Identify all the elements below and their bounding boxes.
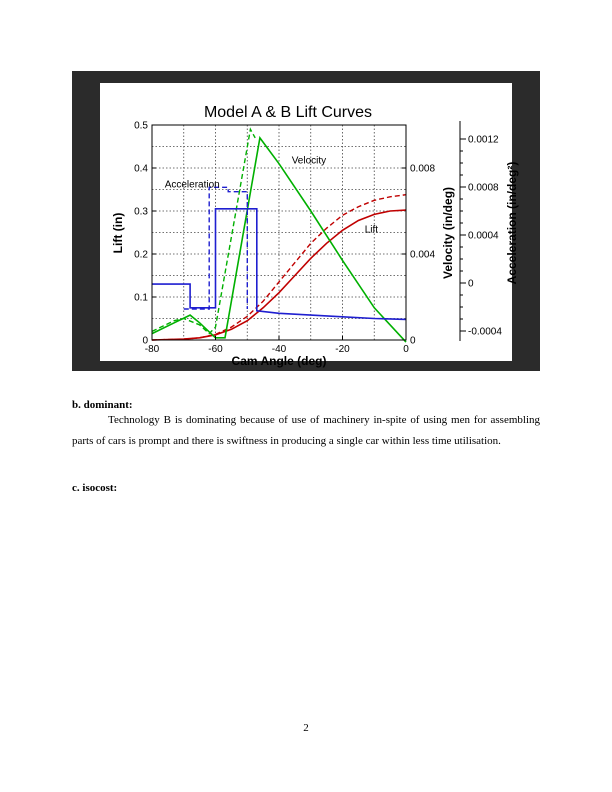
y-axis-label-left: Lift (in)	[111, 212, 125, 254]
x-axis-label: Cam Angle (deg)	[231, 354, 327, 368]
y-tick-label-velocity: 0.004	[410, 249, 436, 261]
annotation-label-0: Velocity	[291, 155, 327, 167]
y-axis-label-acceleration: Acceleration (in/deg²)	[505, 161, 519, 285]
chart-title: Model A & B Lift Curves	[203, 104, 373, 121]
annotation-label-2: Lift	[364, 224, 379, 236]
y-tick-label-acceleration: -0.0004	[468, 326, 502, 338]
y-tick-label-acceleration: 0.0004	[468, 230, 499, 242]
section-b-heading: b. dominant:	[72, 399, 133, 411]
page-number: 2	[303, 722, 309, 734]
y-tick-label-left: 0.1	[134, 292, 148, 304]
section-c-heading: c. isocost:	[72, 482, 118, 494]
y-tick-label-left: 0	[142, 335, 148, 347]
x-tick-label: -60	[208, 344, 223, 355]
figure-frame	[72, 71, 540, 371]
y-axis-label-velocity: Velocity (in/deg)	[441, 186, 455, 280]
y-tick-label-left: 0.2	[134, 249, 148, 261]
y-tick-label-left: 0.4	[134, 163, 148, 175]
x-tick-label: -40	[271, 344, 287, 355]
y-tick-label-velocity: 0.008	[410, 163, 436, 175]
section-b-paragraph: Technology B is dominating because of use of machinery in-spite of using men for assembling parts of cars is prompt and there is swiftness in producing a single car within less time utilisation.	[72, 414, 540, 447]
y-tick-label-left: 0.3	[134, 206, 148, 218]
x-tick-label: -20	[335, 344, 350, 355]
y-tick-label-acceleration: 0	[468, 278, 474, 290]
x-tick-label: 0	[403, 344, 409, 355]
x-tick-label: -80	[144, 344, 160, 355]
chart-image	[100, 83, 519, 368]
y-tick-label-acceleration: 0.0008	[468, 182, 499, 194]
series-line-3	[152, 129, 255, 333]
annotation-label-1: Acceleration	[164, 179, 220, 191]
y-tick-label-velocity: 0	[410, 335, 416, 347]
y-tick-label-left: 0.5	[134, 120, 148, 132]
y-tick-label-acceleration: 0.0012	[468, 134, 499, 146]
lift-curves-chart	[100, 83, 519, 368]
